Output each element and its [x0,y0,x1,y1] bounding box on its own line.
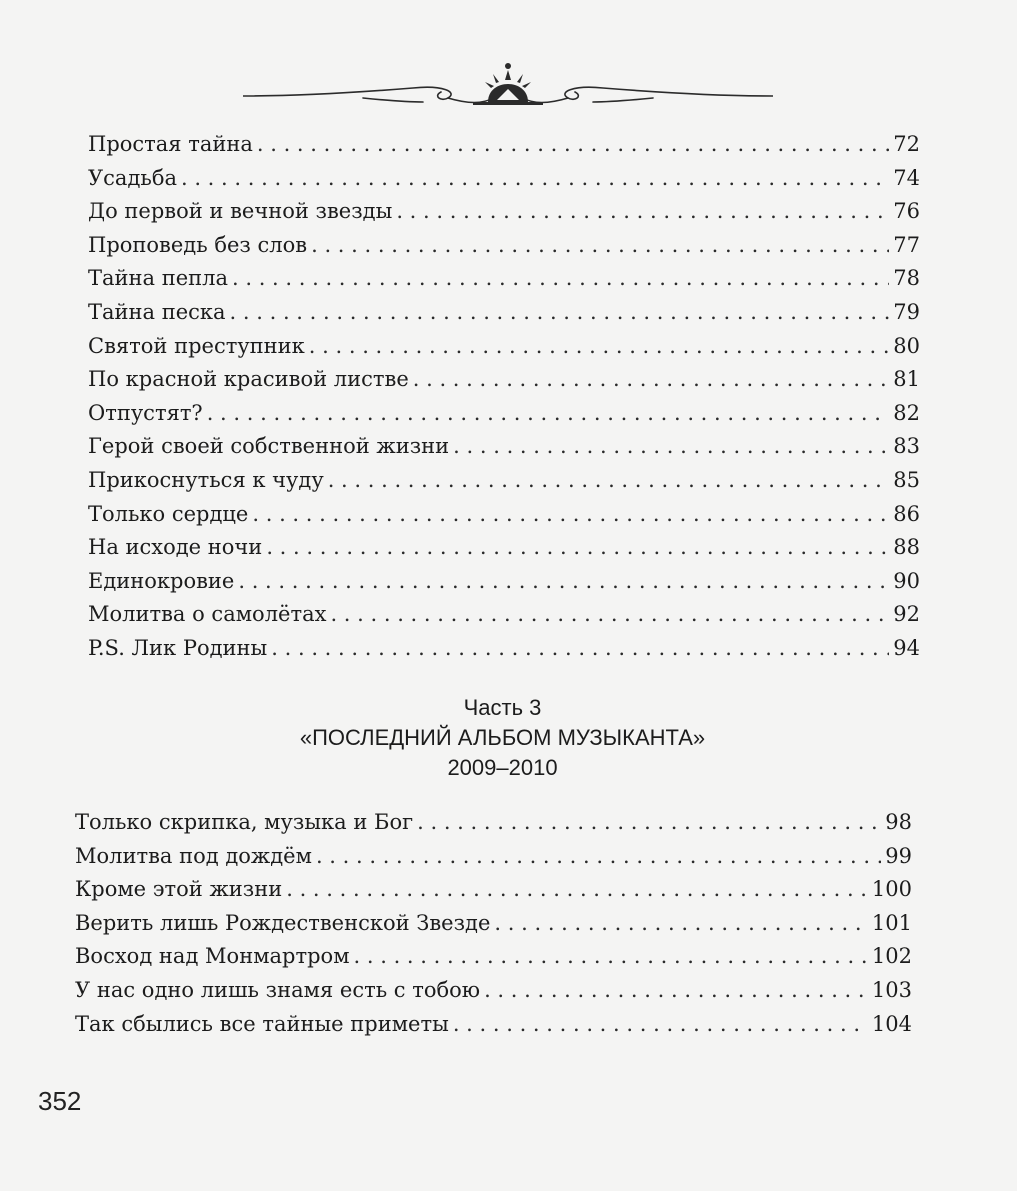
part-years: 2009–2010 [447,755,558,780]
toc-entry-page: 103 [871,978,912,1002]
toc-entry-page: 77 [893,232,920,257]
header-flourish-icon [243,52,773,114]
dot-leader [330,600,889,628]
toc-entry-page: 79 [893,300,920,324]
toc-entry [88,634,920,662]
toc-entry-page: 72 [893,132,920,156]
toc-entry [88,500,920,528]
dot-leader [311,231,889,259]
dot-leader [286,875,868,903]
toc-entry-title: P.S. Лик Родины [88,636,268,660]
toc-entry-title: У нас одно лишь знамя есть с тобою [75,978,481,1002]
dot-leader [207,399,890,427]
toc-entry [88,432,920,460]
toc-entry-page: 86 [893,501,920,526]
toc-entry [88,264,920,292]
toc-entry-title: Тайна пепла [88,266,228,291]
toc-entry [88,399,920,427]
toc-entry-title: Единокровие [88,568,235,593]
toc-entry [88,298,920,326]
toc-entry-page: 104 [871,1011,912,1036]
toc-entry [88,567,920,595]
toc-entry-title: Отпустят? [88,400,203,425]
dot-leader [413,365,890,393]
toc-entry-title: Кроме этой жизни [75,877,283,902]
toc-entry [75,909,912,937]
toc-entry-title: Тайна песка [88,300,226,324]
toc-entry-page: 76 [893,199,920,224]
toc-entry-page: 92 [893,602,920,627]
dot-leader [238,567,889,595]
toc-entry [88,365,920,393]
toc-entry-title: Только сердце [88,501,249,526]
toc-entry [88,197,920,225]
toc-entry-title: На исходе ночи [88,535,263,560]
dot-leader [252,500,889,528]
dot-leader [271,634,889,662]
toc-entry-title: Святой преступник [88,333,305,358]
toc-entry [75,1010,912,1038]
toc-entry-title: Молитва о самолётах [88,602,327,627]
toc-entry [75,976,912,1004]
dot-leader [230,298,890,326]
toc-entry-title: Проповедь без слов [88,232,308,257]
dot-leader [354,942,868,970]
dot-leader [328,466,890,494]
toc-entry-page: 90 [893,568,920,593]
toc-entry [75,842,912,870]
part-title: «ПОСЛЕДНИЙ АЛЬБОМ МУЗЫКАНТА» [299,725,706,750]
toc-entry-page: 85 [893,468,920,492]
toc-entry [75,808,912,836]
toc-entry-title: Так сбылись все тайные приметы [75,1011,449,1036]
toc-entry [88,164,920,192]
toc-entry-page: 81 [893,367,920,392]
toc-entry-page: 82 [893,400,920,425]
toc-entry-page: 83 [893,434,920,459]
dot-leader [494,909,867,937]
toc-entry-title: Только скрипка, музыка и Бог [75,810,414,834]
toc-entry [88,130,920,158]
toc-entry-title: Верить лишь Рождественской Звезде [75,910,491,935]
toc-entry-title: До первой и вечной звезды [88,199,393,224]
toc-entry [75,875,912,903]
toc-entry-page: 80 [893,333,920,358]
page-number: 352 [38,1086,82,1116]
toc-entry-page: 74 [893,165,920,190]
dot-leader [257,130,889,158]
toc-entry-title: Восход над Монмартром [75,944,350,969]
dot-leader [417,808,881,836]
toc-entry-title: Простая тайна [88,132,253,156]
dot-leader [484,976,868,1004]
dot-leader [316,842,881,870]
dot-leader [266,533,889,561]
toc-entry-page: 102 [871,944,912,969]
dot-leader [453,1010,868,1038]
toc-entry [88,600,920,628]
toc-entry-page: 78 [893,266,920,291]
toc-entry [88,466,920,494]
dot-leader [453,432,889,460]
dot-leader [181,164,889,192]
toc-entry [88,332,920,360]
toc-entry-title: Усадьба [88,165,177,190]
dot-leader [232,264,889,292]
toc-entry [88,533,920,561]
toc-entry-page: 98 [885,810,912,834]
toc-entry-page: 101 [871,910,912,935]
dot-leader [396,197,889,225]
toc-entry-page: 88 [893,535,920,560]
toc-entry-page: 94 [893,636,920,660]
toc-entry [88,231,920,259]
toc-entry-page: 100 [871,877,912,902]
toc-entry-title: По красной красивой листве [88,367,409,392]
toc-entry-title: Прикоснуться к чуду [88,468,324,492]
toc-entry [75,942,912,970]
part-label: Часть 3 [463,695,542,720]
toc-entry-title: Герой своей собственной жизни [88,434,450,459]
toc-entry-page: 99 [885,843,912,868]
dot-leader [309,332,889,360]
toc-entry-title: Молитва под дождём [75,843,312,868]
